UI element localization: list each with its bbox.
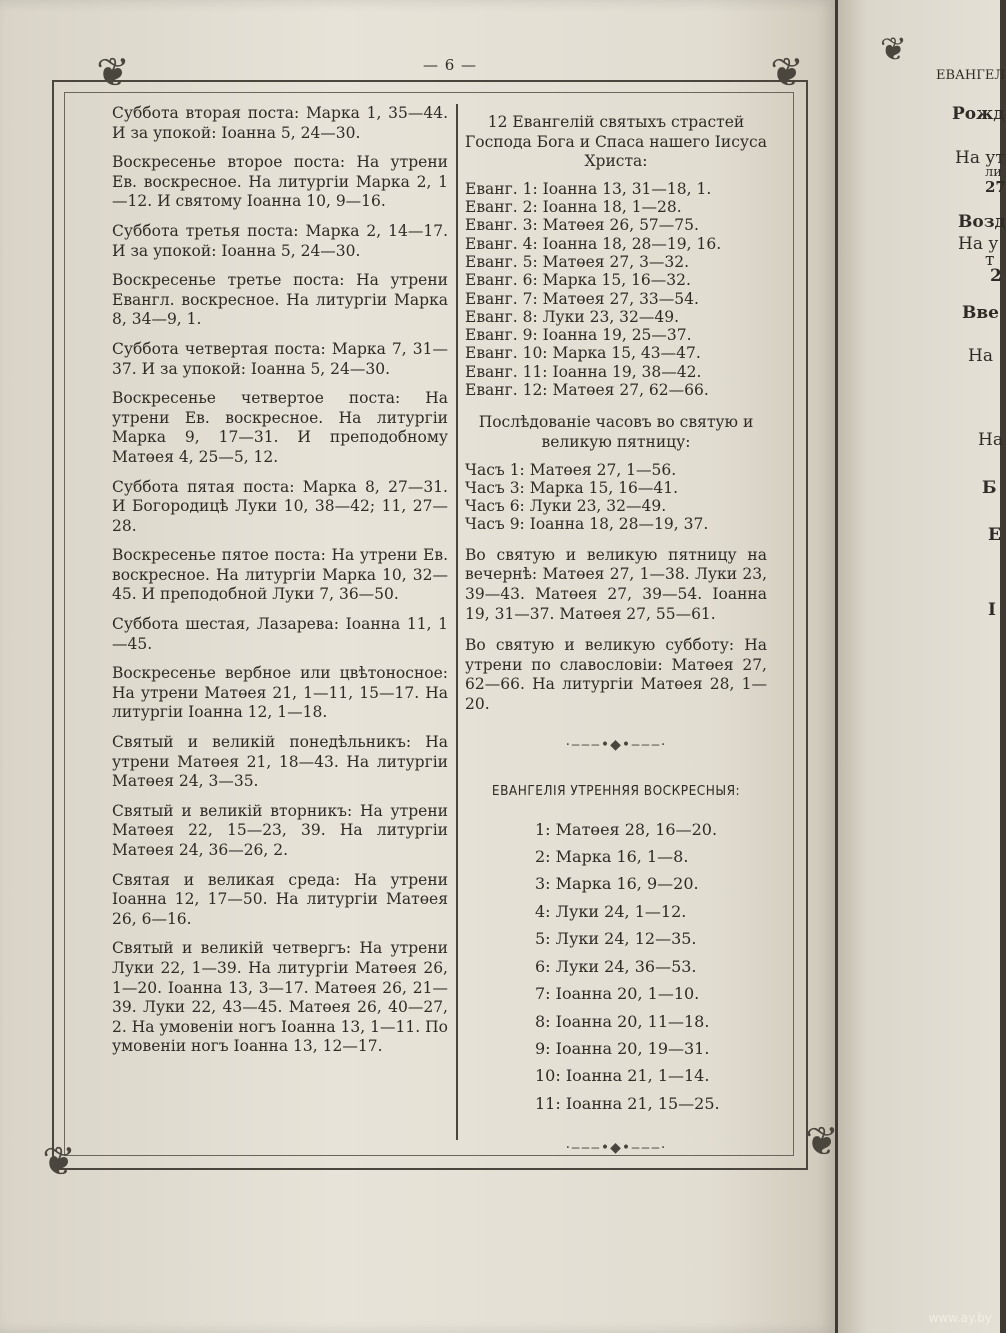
reading-entry — [112, 153, 448, 212]
divider-ornament: ·‒‒‒•◆•‒‒‒· — [565, 737, 667, 754]
right-page-fragment: На ут — [955, 148, 1005, 168]
reading-entry — [112, 340, 448, 379]
list-item: 8: Іоанна 20, 11—18. — [535, 1011, 710, 1031]
entry-heading: Суббота вторая поста: — [112, 104, 300, 122]
right-page-fragment: 27 — [985, 178, 1006, 196]
entry-text: Марка 8, 27—31. И Богородицѣ Луки 10, 38—42; 11, 27—28. — [112, 477, 448, 535]
hours-heading: Послѣдованіе часовъ во святую и великую пятницу: — [478, 413, 754, 451]
hours-list — [465, 461, 767, 534]
reading-entry — [112, 615, 448, 654]
reading-entry — [112, 664, 448, 723]
passion-gospels-heading: 12 Евангелій святыхъ страстей Господа Бога и Спаса нашего Іисуса Христа: — [465, 113, 767, 171]
list-item: 11: Іоанна 21, 15—25. — [535, 1093, 720, 1113]
corner-ornament-top-right-icon: ❦ — [770, 50, 804, 96]
entry-heading: Суббота третья поста: — [112, 221, 299, 240]
entry-heading: Суббота пятая поста: — [112, 477, 295, 496]
right-page-fragment: На — [978, 430, 1003, 450]
reading-entry — [112, 546, 448, 605]
entry-heading: Святый и великій понедѣльникъ: — [112, 733, 412, 752]
entry-text: На утрени Ев. воскресное. На литургіи Марка 2, 1—12. И святому Іоанна 10, 9—16. — [112, 153, 448, 211]
entry-text: Марка 7, 31—37. И за упокой: Іоанна 5, 24—30. — [112, 339, 449, 378]
reading-entry — [112, 939, 448, 1057]
list-item: Еванг. 5: Матөея 27, 3—32. — [465, 252, 690, 271]
right-page-corner-ornament-icon: ❦ — [880, 30, 907, 68]
entry-heading: Воскресенье второе поста: — [112, 153, 346, 172]
entry-heading: Воскресенье вербное или цвѣтоносное: — [112, 664, 448, 683]
right-page-fragment: ли — [985, 165, 1002, 180]
list-item: Еванг. 3: Матөея 26, 57—75. — [465, 216, 699, 235]
entry-text: На утрени Матөея 22, 15—23, 39. На литургіи Матөея 24, 36—26, 2. — [112, 801, 448, 859]
reading-entry — [112, 733, 448, 792]
corner-ornament-bottom-left-icon: ❦ — [42, 1139, 76, 1185]
right-page — [838, 0, 1000, 1333]
right-page-fragment: Рожд — [952, 104, 1005, 124]
saturday-entry: Во святую и великую субботу: На утрени по славословіи: Матөея 27, 62—66. На литургіи Матөея 28, 1—20. — [465, 636, 767, 713]
entry-text: На утрени Матөея 21, 1—11, 15—17. На литургіи Іоанна 12, 1—18. — [112, 683, 448, 722]
entry-heading: Святая и великая среда: — [112, 870, 341, 889]
reading-entry — [112, 389, 448, 467]
list-item: 3: Марка 16, 9—20. — [535, 874, 699, 894]
list-item: Еванг. 7: Матөея 27, 33—54. — [465, 289, 699, 308]
list-item: 4: Луки 24, 1—12. — [535, 901, 687, 921]
right-page-header: ЕВАНГЕЛ — [936, 68, 1006, 83]
entry-text: Марка 1, 35—44. И за упокой: Іоанна 5, 24—30. — [112, 104, 449, 142]
friday-vespers-entry: Во святую и великую пятницу на вечернѣ: Матөея 27, 1—38. Луки 23, 39—43. Матөея 27, 39—54. Іоанна 19, 31—37. Матөея 27, 55—61. — [465, 545, 767, 623]
list-item: Еванг. 2: Іоанна 18, 1—28. — [465, 198, 682, 217]
right-page-fragment: Б — [982, 478, 997, 498]
list-item: Часъ 6: Луки 23, 32—49. — [465, 497, 667, 516]
entry-heading: Святый и великій вторникъ: — [112, 801, 353, 820]
left-column — [112, 104, 448, 1067]
list-item: Еванг. 1: Іоанна 13, 31—18, 1. — [465, 179, 712, 198]
list-item: Еванг. 11: Іоанна 19, 38—42. — [465, 362, 702, 381]
entry-heading: Суббота шестая, Лазарева: — [112, 615, 339, 634]
list-item: 10: Іоанна 21, 1—14. — [535, 1066, 710, 1086]
right-column — [465, 107, 767, 1185]
entry-heading: Воскресенье четвертое поста: — [112, 389, 401, 408]
right-page-fragment: Е — [988, 525, 1001, 545]
list-item: 7: Іоанна 20, 1—10. — [535, 984, 700, 1004]
right-page-fragment: На у — [958, 234, 999, 254]
entry-text: На утрени Матөея 21, 18—43. На литургіи Матөея 24, 3—35. — [112, 733, 448, 791]
reading-entry — [112, 104, 448, 143]
entry-heading: Суббота четвертая поста: — [112, 339, 326, 358]
list-item: Еванг. 9: Іоанна 19, 25—37. — [465, 326, 692, 345]
list-item: 6: Луки 24, 36—53. — [535, 956, 697, 976]
entry-heading: Святый и великій четвергъ: — [112, 939, 352, 958]
reading-entry — [112, 271, 448, 330]
list-item: Еванг. 8: Луки 23, 32—49. — [465, 307, 680, 326]
passion-gospels-list — [465, 180, 767, 400]
corner-ornament-top-left-icon: ❦ — [96, 50, 130, 96]
divider-ornament: ·‒‒‒•◆•‒‒‒· — [565, 1140, 667, 1157]
right-page-fragment: Вве — [962, 303, 999, 323]
entry-text: На утрени Іоанна 12, 17—50. На литургіи Матөея 26, 6—16. — [112, 870, 449, 928]
list-item: 2: Марка 16, 1—8. — [535, 847, 689, 867]
list-item: Еванг. 6: Марка 15, 16—32. — [465, 271, 691, 290]
reading-entry — [112, 222, 448, 261]
sunday-gospels-heading: ЕВАНГЕЛІЯ УТРЕННЯЯ ВОСКРЕСНЫЯ: — [491, 783, 741, 800]
list-item: 9: Іоанна 20, 19—31. — [535, 1038, 710, 1058]
right-page-fragment: І — [988, 600, 996, 620]
reading-entry — [112, 871, 448, 930]
entry-heading: Воскресенье третье поста: — [112, 271, 345, 290]
reading-entry — [112, 802, 448, 861]
page-number: — 6 — — [422, 56, 478, 74]
right-page-fragment: На — [968, 346, 993, 366]
list-item: Часъ 3: Марка 15, 16—41. — [465, 478, 679, 497]
list-item: Часъ 1: Матөея 27, 1—56. — [465, 460, 677, 479]
entry-text: Марка 2, 14—17. И за упокой: Іоанна 5, 24—30. — [112, 221, 448, 260]
entry-text: Іоанна 11, 1—45. — [112, 615, 449, 653]
watermark: www.ay.by — [928, 1311, 992, 1325]
right-page-fragment: Возд — [958, 212, 1006, 232]
reading-entry — [112, 478, 448, 537]
entry-text: На утрени Луки 22, 1—39. На литургіи Матөея 26, 1—20. Іоанна 13, 3—17. Матөея 26, 21—39. Луки 22, 43—45. Матөея 26, 40—27, 2. На умовеніи ногъ Іоанна 13, 1—11. По умовеніи ногъ Іоанна 13, 12—17. — [112, 939, 448, 1056]
list-item: 1: Матөея 28, 16—20. — [535, 819, 718, 839]
sunday-gospels-list — [465, 816, 767, 1117]
column-separator — [456, 104, 458, 1140]
list-item: Часъ 9: Іоанна 18, 28—19, 37. — [465, 515, 709, 534]
right-page-fragment: 2 — [990, 266, 1002, 286]
list-item: Еванг. 10: Марка 15, 43—47. — [465, 344, 701, 363]
list-item: Еванг. 4: Іоанна 18, 28—19, 16. — [465, 234, 722, 253]
entry-text: На утрени Евангл. воскресное. На литургіи Марка 8, 34—9, 1. — [112, 271, 448, 329]
entry-text: На утрени Ев. воскресное. На литургіи Марка 9, 17—31. И преподобному Матөея 4, 25—5, 12. — [112, 389, 448, 466]
list-item: 5: Луки 24, 12—35. — [535, 929, 697, 949]
entry-text: На утрени Ев. воскресное. На литургіи Марка 10, 32—45. И преподобной Луки 7, 36—50. — [112, 546, 448, 604]
right-page-fragment: т — [985, 250, 995, 270]
entry-heading: Воскресенье пятое поста: — [112, 546, 326, 565]
list-item: Еванг. 12: Матөея 27, 62—66. — [465, 381, 709, 400]
corner-ornament-bottom-right-icon: ❦ — [805, 1119, 839, 1165]
